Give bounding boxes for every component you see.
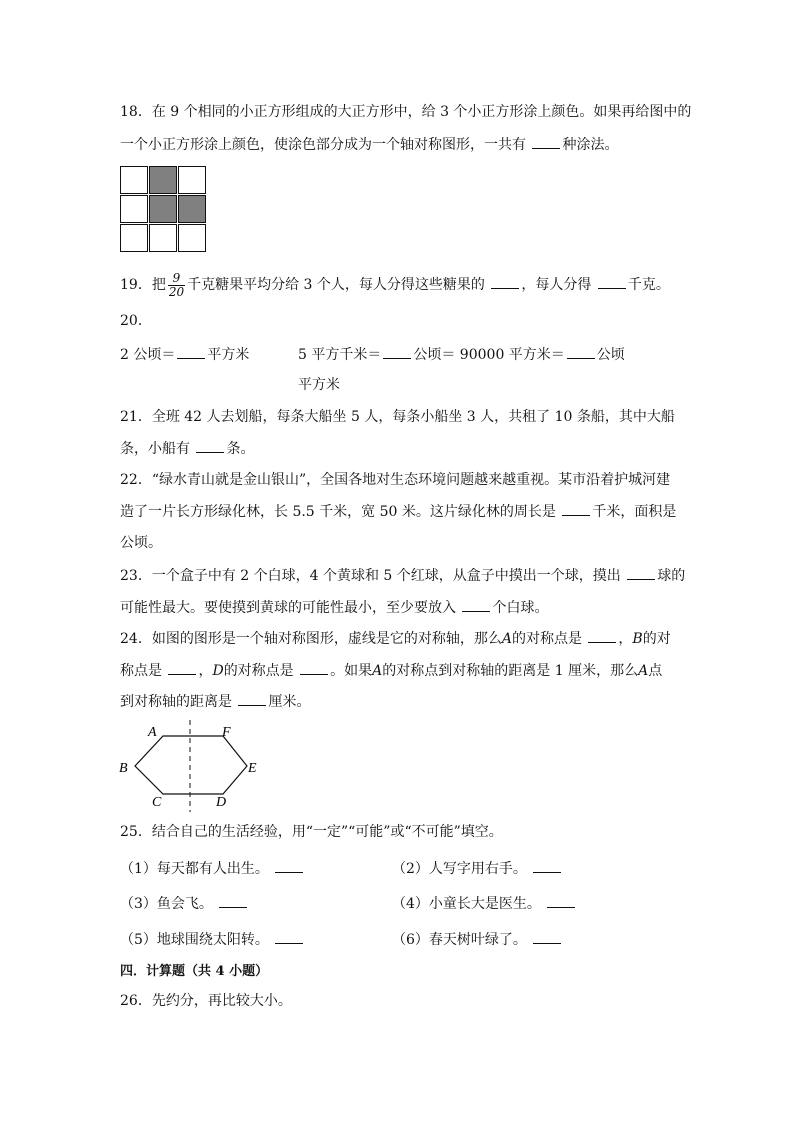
- answer-blank: [238, 691, 266, 706]
- grid-cell-shaded: [149, 166, 177, 194]
- q25-item-4: （4）小童长大是医生。: [392, 893, 577, 914]
- answer-blank: [491, 274, 519, 289]
- answer-blank: [588, 628, 616, 643]
- fraction: $\frac{9}{20}$: [168, 270, 185, 299]
- vertex-label-d: D: [216, 795, 227, 810]
- q20-label: 20．: [120, 313, 152, 329]
- answer-blank: [627, 565, 655, 580]
- answer-blank: [532, 134, 560, 149]
- q24-line3: 到对称轴的距离是 厘米。: [120, 691, 310, 712]
- answer-blank: [567, 344, 595, 359]
- answer-blank: [300, 660, 328, 675]
- q24-line2: 称点是 ，D的对称点是 。如果A的对称点到对称轴的距离是 1 厘米，那么A点: [120, 660, 662, 681]
- vertex-label-e: E: [248, 761, 257, 776]
- q26-line: 26．先约分，再比较大小。: [120, 993, 292, 1009]
- q21-line2: 条，小船有 条。: [120, 438, 254, 459]
- q22-line2: 造了一片长方形绿化林，长 5.5 千米，宽 50 米。这片绿化林的周长是 千米，面积是: [120, 501, 676, 522]
- answer-blank: [168, 660, 196, 675]
- q25-item-5: （5）地球围绕太阳转。: [120, 929, 305, 950]
- answer-blank: [562, 501, 590, 516]
- vertex-label-c: C: [152, 795, 162, 810]
- q23-line2: 可能性最大。要使摸到黄球的可能性最小，至少要放入 个白球。: [120, 597, 548, 618]
- square-grid-figure: [120, 166, 206, 252]
- grid-cell: [120, 195, 148, 223]
- answer-blank: [383, 344, 411, 359]
- grid-cell-shaded: [149, 195, 177, 223]
- q25-title: 25．结合自己的生活经验，用“一定”“可能”或“不可能”填空。: [120, 824, 503, 840]
- q18-line2: 一个小正方形涂上颜色，使涂色部分成为一个轴对称图形，一共有 种涂法。: [120, 134, 618, 155]
- answer-blank: [533, 929, 561, 944]
- q25-item-2: （2）人写字用右手。: [392, 858, 563, 879]
- answer-blank: [219, 893, 247, 908]
- answer-blank: [275, 858, 303, 873]
- q20-part-a: 2 公顷＝ 平方米: [120, 344, 249, 365]
- answer-blank: [598, 274, 626, 289]
- grid-cell: [120, 224, 148, 252]
- q21-line1: 21．全班 42 人去划船，每条大船坐 5 人，每条小船坐 3 人，共租了 10 条船，其中大船: [120, 409, 675, 425]
- section-heading: 四．计算题（共 4 小题）: [120, 964, 269, 979]
- q23-line1: 23．一个盒子中有 2 个白球，4 个黄球和 5 个红球，从盒子中摸出一个球，摸出 球的: [120, 565, 685, 586]
- vertex-label-a: A: [148, 725, 157, 740]
- grid-cell: [178, 224, 206, 252]
- q25-item-6: （6）春天树叶绿了。: [392, 929, 563, 950]
- grid-cell: [120, 166, 148, 194]
- grid-cell: [149, 224, 177, 252]
- hexagon-figure: [114, 720, 264, 820]
- grid-cell: [178, 166, 206, 194]
- q22-line1: 22．“绿水青山就是金山银山”，全国各地对生态环境问题越来越重视。某市沿着护城河建: [120, 472, 671, 488]
- grid-cell-shaded: [178, 195, 206, 223]
- q25-item-1: （1）每天都有人出生。: [120, 858, 305, 879]
- answer-blank: [196, 438, 224, 453]
- q20-part-b: 5 平方千米＝ 公顷＝ 90000 平方米＝ 公顷: [298, 344, 625, 365]
- answer-blank: [462, 597, 490, 612]
- answer-blank: [177, 344, 205, 359]
- q24-line1: 24．如图的图形是一个轴对称图形，虚线是它的对称轴，那么A的对称点是 ，B的对: [120, 628, 671, 649]
- q20-part-b-line2: 平方米: [298, 377, 340, 393]
- answer-blank: [547, 893, 575, 908]
- q22-line3: 公顷。: [120, 535, 162, 551]
- q19-line: 19．把 $\frac{9}{20}$ 千克糖果平均分给 3 个人，每人分得这些糖果的 ，每人分得 千克。: [120, 270, 670, 299]
- answer-blank: [533, 858, 561, 873]
- vertex-label-f: F: [222, 725, 231, 740]
- vertex-label-b: B: [119, 761, 128, 776]
- answer-blank: [275, 929, 303, 944]
- q18-line1: 18．在 9 个相同的小正方形组成的大正方形中，给 3 个小正方形涂上颜色。如果再给图中的: [120, 104, 692, 120]
- hexagon-shape: [135, 736, 247, 794]
- q25-item-3: （3）鱼会飞。: [120, 893, 249, 914]
